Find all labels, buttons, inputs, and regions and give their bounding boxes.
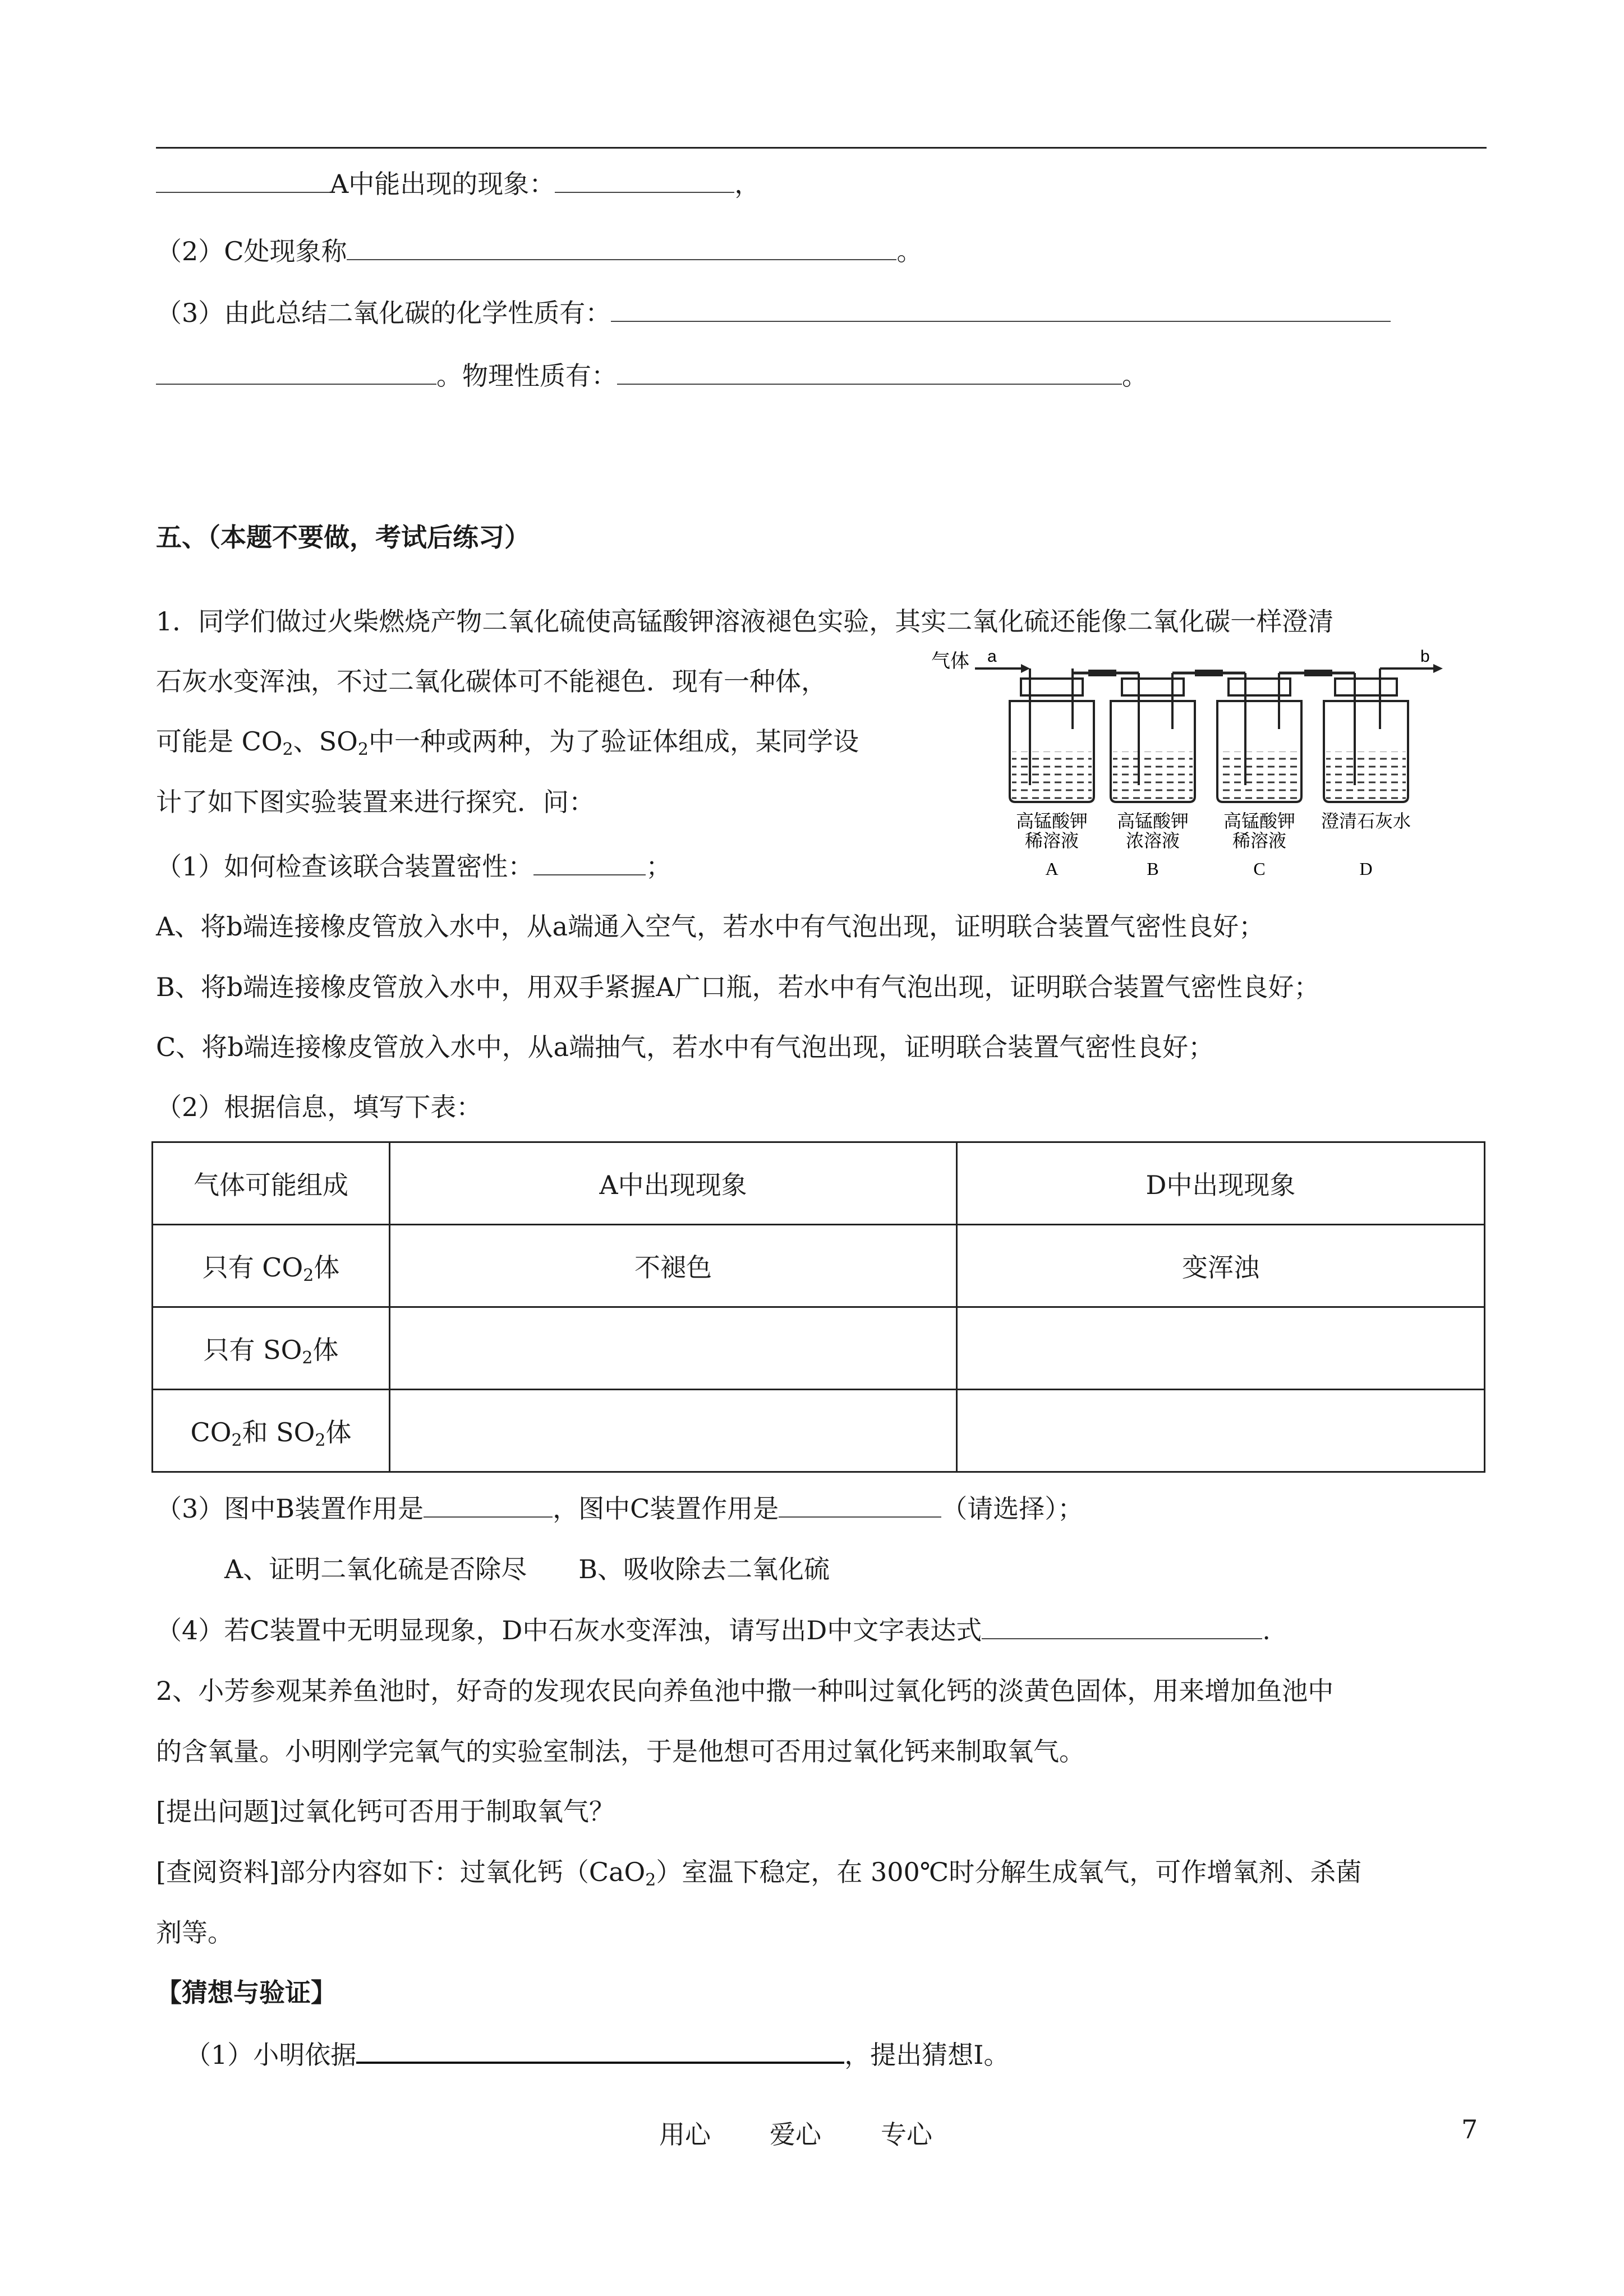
subscript: 2 xyxy=(282,740,293,759)
text: （2）C处现象称 xyxy=(156,236,347,266)
text: ； xyxy=(646,851,672,882)
top-line-2 xyxy=(156,234,922,268)
tube xyxy=(1030,668,1073,679)
results-table xyxy=(151,1141,1485,1473)
header-cell: D中出现现象 xyxy=(957,1142,1485,1225)
table-row xyxy=(153,1390,1485,1472)
bottle-b-label-2: 浓溶液 xyxy=(1125,831,1180,851)
paragraph-line: 2、小芳参观某养鱼池时，好奇的发现农民向养鱼池中撒一种叫过氧化钙的淡黄色固体，用来增加鱼池中 xyxy=(156,1676,1334,1706)
top-line-3 xyxy=(156,296,1391,330)
subscript: 2 xyxy=(302,1348,313,1368)
question-3 xyxy=(156,1492,1083,1525)
text: 体 xyxy=(312,1335,339,1365)
table-row xyxy=(153,1225,1485,1307)
answer-blank[interactable] xyxy=(356,2037,844,2064)
text: 。物理性质有： xyxy=(436,361,617,391)
answer-blank[interactable] xyxy=(779,1492,941,1518)
rubber-connector xyxy=(1088,670,1116,676)
answer-blank[interactable] xyxy=(156,167,330,193)
subscript: 2 xyxy=(357,740,369,759)
text: （1）小明依据 xyxy=(185,2040,357,2070)
question-1 xyxy=(156,850,671,883)
header-cell: A中出现现象 xyxy=(390,1142,957,1225)
text: 。 xyxy=(1122,361,1148,391)
a-label: a xyxy=(987,647,997,666)
bottle-a-label-2: 稀溶液 xyxy=(1024,831,1079,851)
text: ）室温下稳定，在 300℃时分解生成氧气，可作增氧剂、杀菌 xyxy=(656,1857,1362,1887)
table-cell xyxy=(153,1307,390,1390)
text: 体 xyxy=(325,1417,352,1447)
answer-blank[interactable] xyxy=(611,296,1391,322)
inlet-arrowhead xyxy=(1021,664,1030,673)
text: 只有 CO xyxy=(202,1252,303,1283)
question-line xyxy=(185,2037,1009,2072)
top-line-4 xyxy=(156,359,1148,393)
text: （1）如何检查该联合装置密性： xyxy=(156,851,534,882)
text: CO xyxy=(190,1417,232,1447)
text: [查阅资料]部分内容如下：过氧化钙（CaO xyxy=(156,1857,646,1887)
text: 可能是 CO xyxy=(156,726,283,757)
question-4 xyxy=(156,1613,1271,1647)
table-cell: 不褪色 xyxy=(390,1225,957,1307)
text: （4）若C装置中无明显现象，D中石灰水变浑浊，请写出D中文字表达式 xyxy=(156,1615,982,1645)
option-a: A、将b端连接橡皮管放入水中，从a端通入空气，若水中有气泡出现，证明联合装置气密性良好； xyxy=(156,911,1265,942)
question-3-options: A、证明二氧化硫是否除尽 B、吸收除去二氧化硫 xyxy=(224,1554,830,1584)
rubber-connector xyxy=(1304,670,1332,676)
subscript: 2 xyxy=(231,1431,242,1450)
footer-motto-2: 爱心 xyxy=(770,2119,821,2150)
text: ， xyxy=(734,169,761,199)
text: 中一种或两种，为了验证体组成，某同学设 xyxy=(368,726,859,757)
bottle-a-letter: A xyxy=(1045,859,1059,879)
bottle-b-letter: B xyxy=(1147,859,1159,879)
answer-blank[interactable] xyxy=(555,167,734,193)
apparatus-figure xyxy=(931,645,1459,880)
question-2: （2）根据信息，填写下表： xyxy=(156,1092,482,1122)
text: 、SO xyxy=(293,726,358,757)
subscript: 2 xyxy=(315,1431,326,1450)
paragraph-line: 1．同学们做过火柴燃烧产物二氧化硫使高锰酸钾溶液褪色实验，其实二氧化硫还能像二氧化碳一样澄清 xyxy=(156,606,1334,637)
text: 和 SO xyxy=(242,1417,315,1447)
paragraph-line xyxy=(156,725,859,758)
paragraph-line xyxy=(156,1855,1361,1889)
text: （3）由此总结二氧化碳的化学性质有： xyxy=(156,298,611,328)
subsection-title: 【猜想与验证】 xyxy=(156,1977,337,2008)
table-cell xyxy=(153,1225,390,1307)
bottle-b-label-1: 高锰酸钾 xyxy=(1116,811,1189,831)
subscript: 2 xyxy=(303,1266,314,1285)
table-cell-input[interactable] xyxy=(957,1390,1485,1472)
bottle-d-label-1: 澄清石灰水 xyxy=(1321,811,1411,831)
text: 。 xyxy=(896,236,923,266)
text: （请选择）； xyxy=(941,1493,1084,1524)
answer-blank[interactable] xyxy=(347,234,896,260)
table-cell: 变浑浊 xyxy=(957,1225,1485,1307)
text: A中能出现的现象： xyxy=(330,169,555,199)
bottle-a xyxy=(1010,679,1094,802)
text: 只有 SO xyxy=(203,1335,302,1365)
footer-motto-3: 专心 xyxy=(881,2119,932,2150)
table-cell xyxy=(153,1390,390,1472)
paragraph-line: 计了如下图实验装置来进行探究．问： xyxy=(156,787,595,817)
text: ，提出猜想Ⅰ。 xyxy=(844,2040,1010,2070)
top-line-1 xyxy=(156,167,760,201)
outlet-arrowhead xyxy=(1433,664,1443,673)
answer-blank[interactable] xyxy=(156,359,436,385)
table-row xyxy=(153,1307,1485,1390)
bottle-c-label-2: 稀溶液 xyxy=(1232,831,1287,851)
text: . xyxy=(1262,1615,1271,1645)
bottle-a-label-1: 高锰酸钾 xyxy=(1015,811,1088,831)
table-cell-input[interactable] xyxy=(390,1307,957,1390)
option-b: B、将b端连接橡皮管放入水中，用双手紧握A广口瓶，若水中有气泡出现，证明联合装置气密性良好； xyxy=(156,972,1320,1002)
paragraph-line: 石灰水变浑浊，不过二氧化碳体可不能褪色．现有一种体， xyxy=(156,666,827,697)
option-c: C、将b端连接橡皮管放入水中，从a端抽气，若水中有气泡出现，证明联合装置气密性良好； xyxy=(156,1032,1214,1062)
rubber-connector xyxy=(1195,670,1223,676)
bottle-c-label-1: 高锰酸钾 xyxy=(1223,811,1296,831)
answer-blank[interactable] xyxy=(533,850,646,875)
gas-label: 气体 xyxy=(931,651,969,672)
header-rule xyxy=(156,147,1487,149)
header-cell: 气体可能组成 xyxy=(153,1142,390,1225)
paragraph-line: 剂等。 xyxy=(156,1917,233,1948)
table-header-row xyxy=(153,1142,1485,1225)
answer-blank[interactable] xyxy=(617,359,1122,385)
table-cell-input[interactable] xyxy=(957,1307,1485,1390)
b-label: b xyxy=(1420,647,1430,666)
paragraph-line: 的含氧量。小明刚学完氧气的实验室制法，于是他想可否用过氧化钙来制取氧气。 xyxy=(156,1736,1085,1767)
bottle-c-letter: C xyxy=(1253,859,1266,879)
text: 体 xyxy=(314,1252,340,1283)
subscript: 2 xyxy=(645,1870,656,1890)
bottle-d-letter: D xyxy=(1359,859,1373,879)
text: ，图中C装置作用是 xyxy=(553,1493,779,1524)
table-cell-input[interactable] xyxy=(390,1390,957,1472)
answer-blank[interactable] xyxy=(424,1492,553,1518)
page-number: 7 xyxy=(1461,2114,1478,2145)
text: （3）图中B装置作用是 xyxy=(156,1493,424,1524)
bottle-c xyxy=(1217,673,1301,802)
bottle-d xyxy=(1324,668,1408,802)
bottle-b xyxy=(1111,673,1195,802)
footer-motto-1: 用心 xyxy=(659,2119,711,2150)
answer-blank[interactable] xyxy=(982,1613,1262,1639)
paragraph-line: [提出问题]过氧化钙可否用于制取氧气？ xyxy=(156,1796,615,1827)
section-title: 五、（本题不要做，考试后练习） xyxy=(156,522,530,552)
